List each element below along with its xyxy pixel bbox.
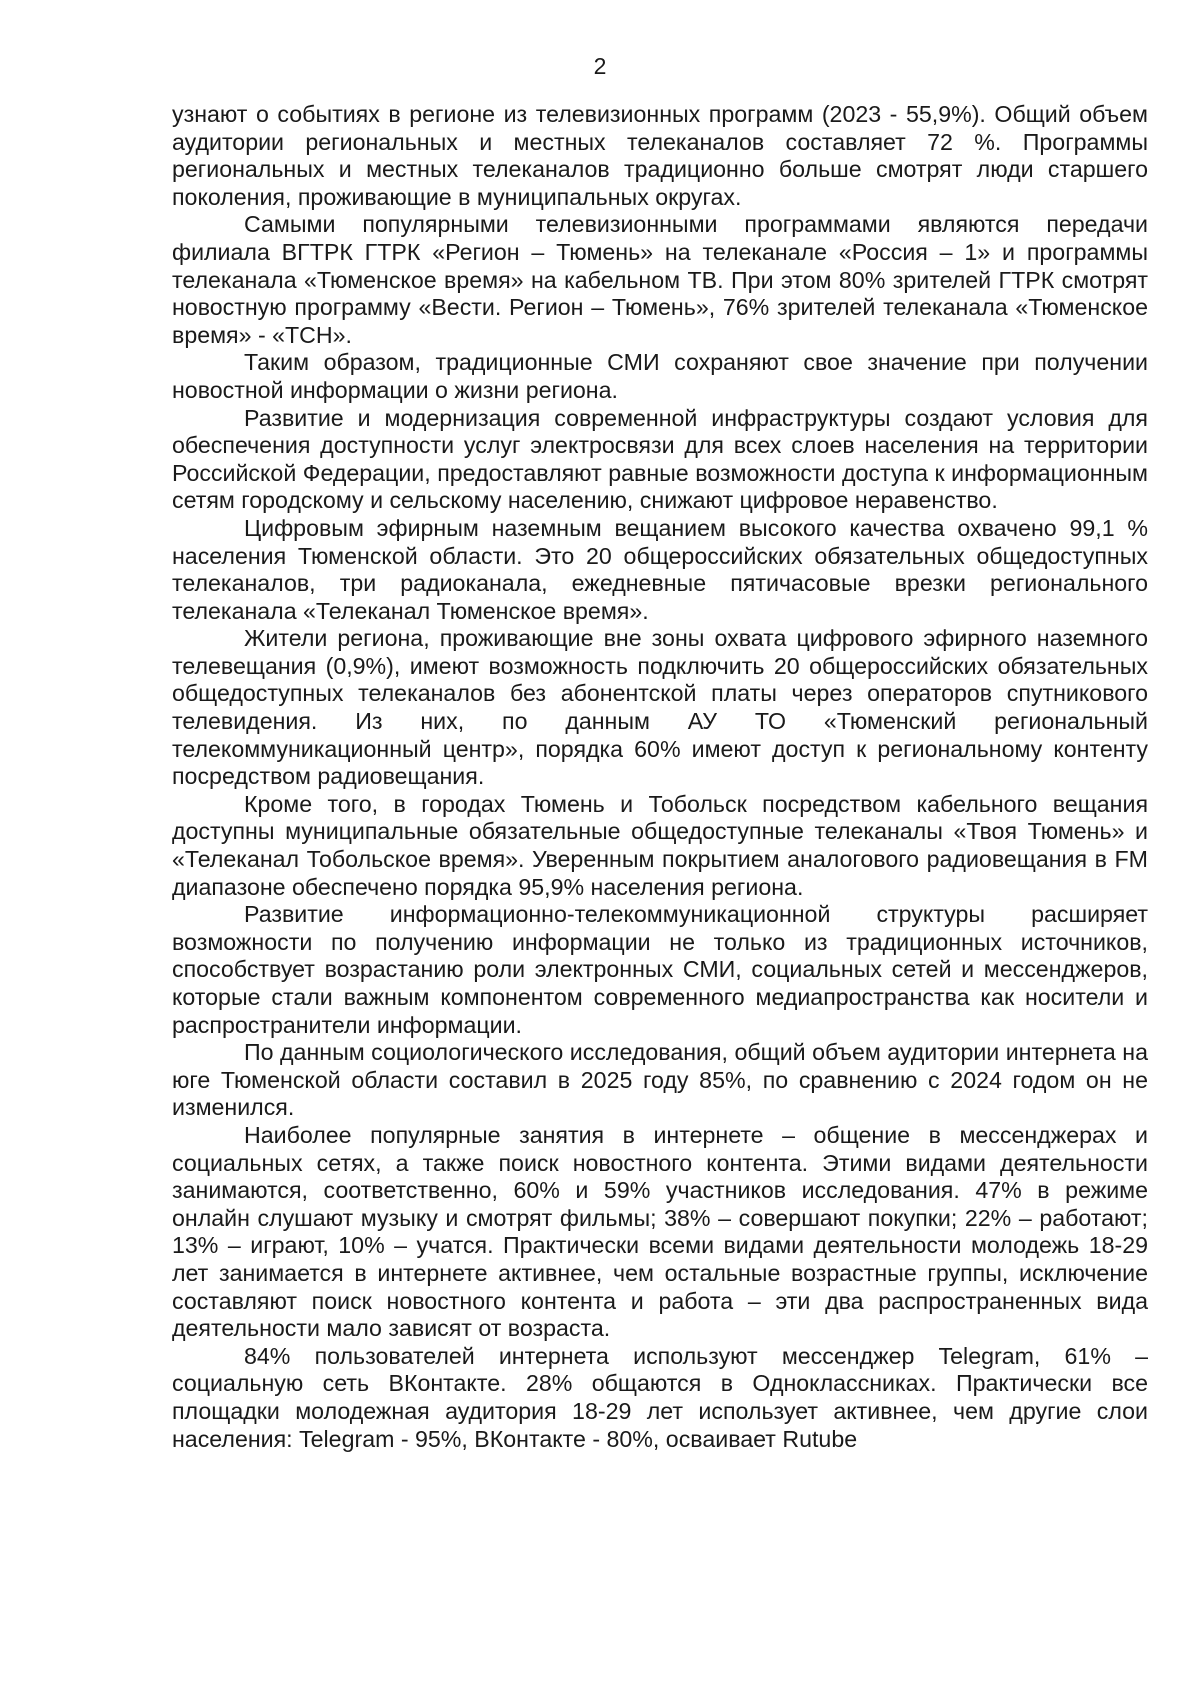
document-body	[172, 101, 1148, 1453]
page-number: 2	[593, 53, 607, 79]
paragraph-satellite-tv: Жители региона, проживающие вне зоны охвата цифрового эфирного наземного телевещания (0,9%), имеют возможность подключить 20 общероссийских обязательных общедоступных телеканалов без абонентской платы через операторов спутникового телевидения. Из них, по данным АУ ТО «Тюменский региональный телекоммуникационный центр», порядка 60% имеют доступ к региональному контенту посредством радиовещания.	[172, 625, 1148, 790]
paragraph-ict-structure: Развитие информационно-телекоммуникационной структуры расширяет возможности по получению информации не только из традиционных источников, способствует возрастанию роли электронных СМИ, социальных сетей и мессенджеров, которые стали важным компонентом современного медиапространства как носители и распространители информации.	[172, 901, 1148, 1038]
paragraph-internet-audience: По данным социологического исследования, общий объем аудитории интернета на юге Тюменской области составил в 2025 году 85%, по сравнению с 2024 годом он не изменился.	[172, 1039, 1148, 1121]
paragraph-infrastructure: Развитие и модернизация современной инфраструктуры создают условия для обеспечения доступности услуг электросвязи для всех слоев населения на территории Российской Федерации, предоставляют равные возможности доступа к информационным сетям городскому и сельскому населению, снижают цифровое неравенство.	[172, 404, 1148, 514]
paragraph-traditional-media: Таким образом, традиционные СМИ сохраняют свое значение при получении новостной информации о жизни региона.	[172, 349, 1148, 403]
paragraph-popular-programs: Самыми популярными телевизионными программами являются передачи филиала ВГТРК ГТРК «Регион – Тюмень» на телеканале «Россия – 1» и программы телеканала «Тюменское время» на кабельном ТВ. При этом 80% зрителей ГТРК смотрят новостную программу «Вести. Регион – Тюмень», 76% зрителей телеканала «Тюменское время» - «ТСН».	[172, 211, 1148, 348]
paragraph-messengers: 84% пользователей интернета используют мессенджер Telegram, 61% – социальную сеть ВКонтакте. 28% общаются в Одноклассниках. Практически все площадки молодежная аудитория 18-29 лет использует активнее, чем другие слои населения: Telegram - 95%, ВКонтакте - 80%, осваивает Rutube	[172, 1342, 1148, 1452]
paragraph-cable-fm: Кроме того, в городах Тюмень и Тобольск посредством кабельного вещания доступны муниципальные обязательные общедоступные телеканалы «Твоя Тюмень» и «Телеканал Тобольское время». Уверенным покрытием аналогового радиовещания в FM диапазоне обеспечено порядка 95,9% населения региона.	[172, 790, 1148, 900]
paragraph-internet-activities: Наиболее популярные занятия в интернете – общение в мессенджерах и социальных сетях, а также поиск новостного контента. Этими видами деятельности занимаются, соответственно, 60% и 59% участников исследования. 47% в режиме онлайн слушают музыку и смотрят фильмы; 38% – совершают покупки; 22% – работают; 13% – играют, 10% – учатся. Практически всеми видами деятельности молодежь 18-29 лет занимается в интернете активнее, чем остальные возрастные группы, исключение составляют поиск новостного контента и работа – эти два распространенных вида деятельности мало зависят от возраста.	[172, 1121, 1148, 1342]
paragraph-tv-audience: узнают о событиях в регионе из телевизионных программ (2023 - 55,9%). Общий объем аудитории региональных и местных телеканалов составляет 72 %. Программы региональных и местных телеканалов традиционно больше смотрят люди старшего поколения, проживающие в муниципальных округах.	[172, 101, 1148, 210]
paragraph-digital-broadcasting: Цифровым эфирным наземным вещанием высокого качества охвачено 99,1 % населения Тюменской области. Это 20 общероссийских обязательных общедоступных телеканалов, три радиоканала, ежедневные пятичасовые врезки регионального телеканала «Телеканал Тюменское время».	[172, 514, 1148, 624]
